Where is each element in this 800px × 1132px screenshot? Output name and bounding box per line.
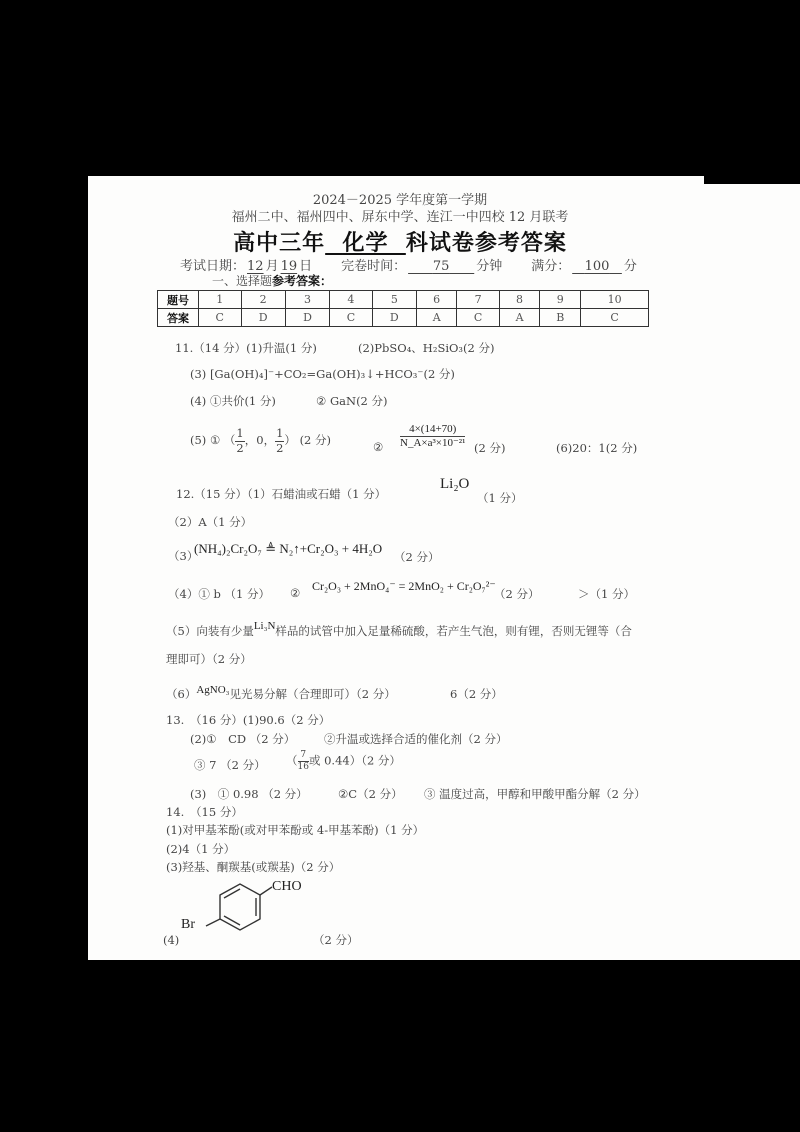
q14-line5-prefix: (4) [163,933,180,947]
page-title [0,226,800,257]
coord-mid: ，0， [244,433,276,447]
q13-3-rest: 或 0.44）（2 分） [308,753,401,768]
struct-cho: CHO [272,879,302,894]
q11-circle2: ② [373,440,384,454]
q12-line5 [166,620,632,639]
table-cell: 1 [199,291,242,309]
paren: （ [286,753,298,768]
q14-line2: (1)对甲基苯酚(或对甲苯酚或 4-甲基苯酚)（1 分） [166,823,425,837]
q12-line1: 12.（15 分）（1）石蜡油或石蜡（1 分） [176,487,387,501]
formula-agno3: AgNO₃ [196,684,230,696]
table-cell: 2 [241,291,285,309]
q11-score2: (2 分) [474,441,506,455]
table-cell: A [499,309,539,327]
q14-line5-score: （2 分） [313,933,359,947]
title-suffix: 科试卷参考答案 [405,231,567,256]
q13-line4b: ②C（2 分） [338,787,403,801]
q12-5-rest: 样品的试管中加入足量稀硫酸，若产生气泡，则有锂，否则无锂等（合 [275,624,632,638]
score-label: 满分： [531,259,571,274]
table-cell: 3 [285,291,329,309]
table-cell: C [581,309,649,327]
table-cell: 6 [416,291,456,309]
q11-line3a: (4) ①共价(1 分) [190,394,276,408]
table-cell: A [416,309,456,327]
table-cell: C [457,309,500,327]
date-day: 19 [280,259,298,274]
q11-5-label: (5) ① [190,433,221,447]
month-char: 月 [265,259,279,274]
table-cell: 8 [499,291,539,309]
title-subject: 化学 [342,231,389,256]
table-row-answers [158,309,649,327]
q11-line2: (3) [Ga(OH)₄]⁻+CO₂=Ga(OH)₃↓+HCO₃⁻(2 分) [190,367,455,381]
q13-line4c: ③ 温度过高，甲醇和甲酸甲酯分解（2 分） [424,787,646,801]
q12-line4c: ＞（1 分） [578,587,635,601]
q12-line3-score: （2 分） [394,550,440,564]
fraction-half: $\frac{1}{2}$ [276,426,284,455]
q12-6-prefix: （6） [166,687,197,701]
q12-equation-decomposition: (NH₄)₂Cr₂O₇ ≜ N₂↑+Cr₂O₃ + 4H₂O [194,541,383,556]
section-heading [212,272,332,289]
document-page-edge [704,184,800,960]
q13-line4a: (3) ① 0.98 （2 分） [190,787,308,801]
q11-line4: (5) ① （ $\frac{1}{2}$ ，0， $\frac{1}{2}$ ） (2 分) [190,426,332,455]
q14-line4: (3)羟基、酮羰基(或羰基)（2 分） [166,860,341,874]
q12-equation-redox: Cr₂O₃ + 2MnO₄⁻ = 2MnO₂ + Cr₂O₇²⁻ [312,579,496,593]
table-cell: C [330,309,373,327]
q12-line3-prefix: （3） [168,549,199,563]
header-year: 2024－2025 学年度第一学期 [312,193,488,208]
q12-line6 [166,686,396,702]
table-cell: 10 [581,291,649,309]
q13-line1: 13. （16 分）(1)90.6（2 分） [166,713,331,727]
score-unit: 分 [623,259,637,274]
fraction-half: $\frac{1}{2}$ [236,426,244,455]
table-cell: 4 [330,291,373,309]
q12-line2: （2）A（1 分） [168,515,253,529]
q13-line2a: (2)① CD （2 分） [190,732,296,746]
q12-line5-cont: 理即可）（2 分） [166,652,252,666]
q12-line1-score: （1 分） [477,491,523,505]
q12-line4-circle2: ② [290,586,301,600]
table-cell: B [540,309,581,327]
date-month: 12 [247,259,264,274]
score: (2 分) [299,433,332,447]
header-schools: 福州二中、福州四中、屏东中学、连江一中四校 12 月联考 [231,210,569,225]
section-label-bold: 参考答案： [272,274,333,288]
q12-formula-li2o: Li₂O [440,476,470,492]
title-prefix: 高中三年 [233,231,326,256]
score-value: 100 [584,259,610,274]
q11-line1a: 11.（14 分）(1)升温(1 分) [175,341,317,355]
struct-br: Br [181,917,195,932]
day-char: 日 [299,259,313,274]
q12-5-prefix: （5）向装有少量 [166,624,254,638]
fraction-7-16: $\frac{7}{16}$ [297,750,309,772]
section-label: 一、选择题 [212,274,273,288]
time-label: 完卷时间： [341,259,407,274]
q13-line3b [286,751,401,772]
q11-line1b: (2)PbSO₄、H₂SiO₃(2 分) [358,341,495,355]
date-label: 考试日期： [180,259,246,274]
formula-li3n: Li₃N [253,620,276,632]
q12-line4a: （4）① b （1 分） [168,587,270,601]
time-value: 75 [432,259,450,274]
table-cell: D [372,309,416,327]
time-unit: 分钟 [476,259,503,274]
q11-line-6: (6)20：1(2 分) [556,441,638,455]
table-cell: 9 [540,291,581,309]
q14-line1: 14. （15 分） [166,805,243,819]
q12-line6b: 6（2 分） [450,687,503,701]
table-cell: 7 [457,291,500,309]
table-cell: D [241,309,285,327]
table-cell: D [285,309,329,327]
table-row-numbers [158,291,649,309]
row-header-answer: 答案 [158,309,199,327]
q12-6-rest: 见光易分解（合理即可）（2 分） [229,687,396,701]
q14-line3: (2)4（1 分） [166,842,236,856]
q12-line4-score: （2 分） [494,587,540,601]
row-header-number: 题号 [158,291,199,309]
density-formula: $\frac{4\times(14+70)}{\text{N\_A×a³×10⁻²¹}}$ [400,423,466,449]
answer-table [157,290,649,327]
table-cell: C [199,309,242,327]
q13-line2b: ②升温或选择合适的催化剂（2 分） [324,732,508,746]
table-cell: 5 [372,291,416,309]
q13-line3a: ③ 7 （2 分） [194,758,266,772]
q11-line3b: ② GaN(2 分) [316,394,388,408]
